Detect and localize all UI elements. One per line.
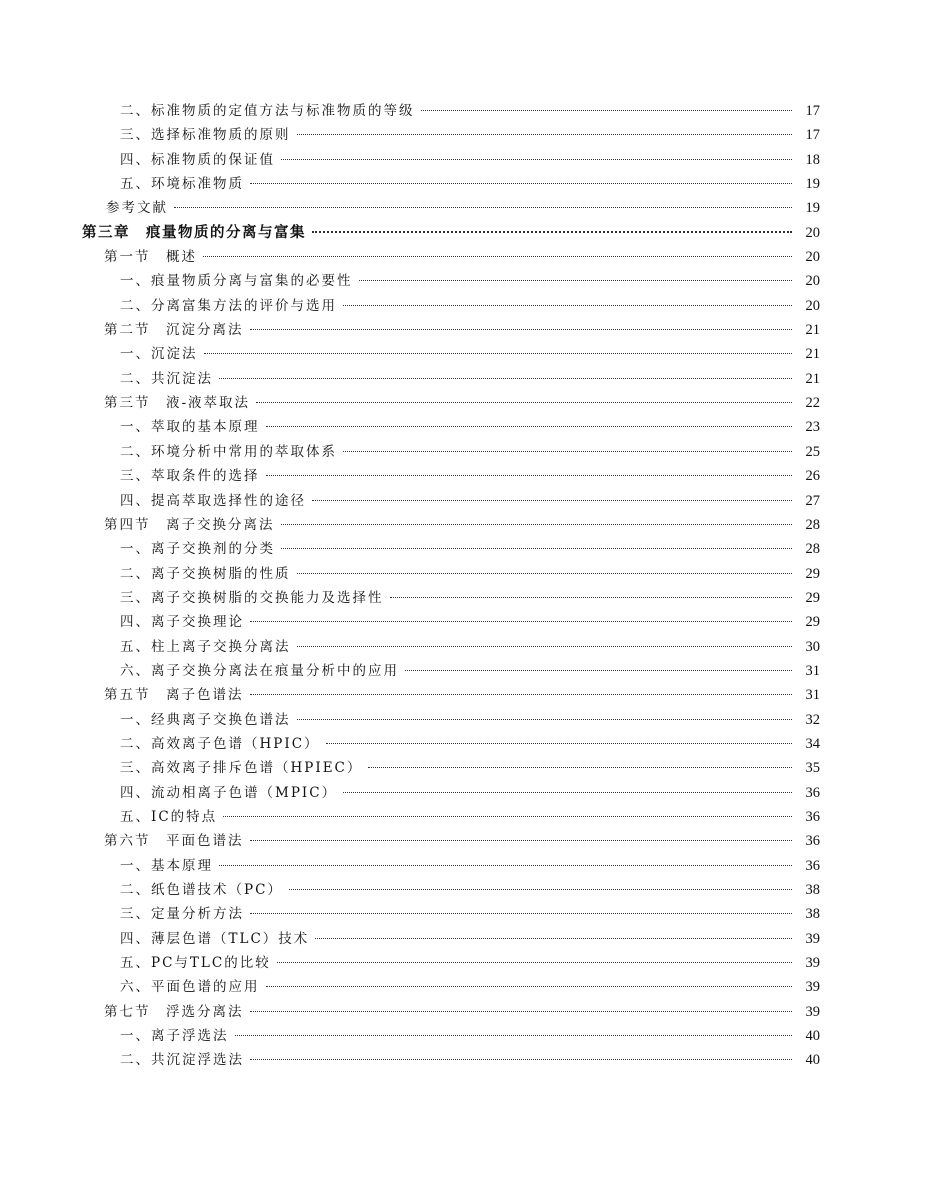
- dot-leader: [312, 499, 792, 501]
- dot-leader: [368, 766, 792, 768]
- toc-entry-title: 五、PC与TLC的比较: [120, 955, 271, 972]
- toc-entry-title: 二、高效离子色谱（HPIC）: [120, 735, 320, 752]
- toc-subsection-entry: [0, 148, 950, 172]
- toc-entry-title: 三、萃取条件的选择: [120, 468, 260, 485]
- dot-leader: [235, 1034, 793, 1036]
- dot-leader: [421, 109, 793, 111]
- toc-entry-page-number: 20: [805, 273, 820, 290]
- toc-entry-page-number: 28: [805, 516, 820, 533]
- toc-entry-title: 一、沉淀法: [120, 346, 198, 363]
- toc-entry-page-number: 31: [805, 662, 820, 679]
- toc-subsection-entry: [0, 878, 950, 902]
- dot-leader: [250, 182, 792, 184]
- toc-subsection-entry: [0, 1048, 950, 1072]
- toc-entry-page-number: 39: [805, 930, 820, 947]
- toc-subsection-entry: [0, 659, 950, 683]
- dot-leader: [343, 450, 792, 452]
- toc-entry-title: 第二节 沉淀分离法: [104, 322, 244, 339]
- toc-entry-page-number: 27: [805, 492, 820, 509]
- toc-entry-page-number: 20: [805, 224, 820, 241]
- toc-subsection-entry: [0, 123, 950, 147]
- toc-subsection-entry: [0, 781, 950, 805]
- toc-subsection-entry: [0, 610, 950, 634]
- toc-entry-title: 三、离子交换树脂的交换能力及选择性: [120, 589, 384, 606]
- dot-leader: [343, 791, 792, 793]
- dot-leader: [281, 547, 792, 549]
- toc-entry-title: 二、共沉淀浮选法: [120, 1052, 244, 1069]
- toc-subsection-entry: [0, 367, 950, 391]
- toc-subsection-entry: [0, 756, 950, 780]
- dot-leader: [266, 425, 793, 427]
- toc-entry-title: 一、经典离子交换色谱法: [120, 711, 291, 728]
- toc-entry-page-number: 39: [805, 1003, 820, 1020]
- dot-leader: [281, 523, 793, 525]
- toc-entry-title: 第三节 液-液萃取法: [104, 395, 251, 412]
- dot-leader: [266, 474, 793, 476]
- toc-entry-title: 二、标准物质的定值方法与标准物质的等级: [120, 103, 415, 119]
- dot-leader: [203, 255, 792, 257]
- toc-entry-title: 四、标准物质的保证值: [120, 151, 275, 168]
- dot-leader: [219, 377, 792, 379]
- toc-subsection-entry: [0, 854, 950, 878]
- toc-entry-title: 第三章 痕量物质的分离与富集: [82, 223, 306, 241]
- toc-subsection-entry: [0, 537, 950, 561]
- toc-entry-title: 一、萃取的基本原理: [120, 419, 260, 436]
- toc-subsection-entry: [0, 269, 950, 293]
- toc-entry-title: 三、选择标准物质的原则: [120, 127, 291, 144]
- toc-entry-page-number: 26: [805, 468, 820, 485]
- toc-subsection-entry: [0, 562, 950, 586]
- toc-entry-page-number: 23: [805, 419, 820, 436]
- dot-leader: [219, 864, 792, 866]
- toc-entry-page-number: 36: [805, 784, 820, 801]
- toc-entry-title: 二、分离富集方法的评价与选用: [120, 297, 337, 314]
- toc-entry-page-number: 39: [805, 955, 820, 972]
- toc-entry-page-number: 36: [805, 808, 820, 825]
- toc-subsection-entry: [0, 586, 950, 610]
- toc-subsection-entry: [0, 951, 950, 975]
- toc-entry-title: 第一节 概述: [104, 249, 197, 266]
- toc-chapter-entry: [0, 221, 950, 245]
- toc-entry-title: 一、基本原理: [120, 857, 213, 874]
- toc-subsection-entry: [0, 902, 950, 926]
- toc-entry-title: 四、离子交换理论: [120, 614, 244, 631]
- dot-leader: [250, 1058, 792, 1060]
- toc-section-entry: [0, 318, 950, 342]
- toc-entry-page-number: 40: [805, 1028, 820, 1045]
- toc-entry-title: 一、离子浮选法: [120, 1028, 229, 1045]
- dot-leader: [250, 839, 793, 841]
- toc-entry-page-number: 19: [805, 176, 820, 193]
- dot-leader: [277, 961, 792, 963]
- dot-leader: [250, 1010, 793, 1012]
- toc-entry-title: 二、离子交换树脂的性质: [120, 565, 291, 582]
- toc-entry-title: 五、环境标准物质: [120, 176, 244, 193]
- dot-leader: [250, 328, 793, 330]
- dot-leader: [250, 912, 792, 914]
- toc-entry-page-number: 34: [805, 735, 820, 752]
- toc-entry-title: 二、共沉淀法: [120, 370, 213, 387]
- toc-entry-title: 三、定量分析方法: [120, 906, 244, 923]
- toc-entry-title: 第五节 离子色谱法: [104, 687, 244, 704]
- toc-entry-title: 六、平面色谱的应用: [120, 979, 260, 996]
- toc-entry-page-number: 20: [805, 249, 820, 266]
- toc-subsection-entry: [0, 294, 950, 318]
- dot-leader: [312, 230, 792, 233]
- toc-entry-title: 二、纸色谱技术（PC）: [120, 882, 283, 898]
- toc-entry-page-number: 18: [805, 151, 820, 168]
- toc-entry-title: 五、IC的特点: [120, 808, 218, 825]
- toc-entry-page-number: 30: [805, 638, 820, 655]
- toc-entry-page-number: 21: [805, 346, 820, 363]
- dot-leader: [359, 279, 793, 281]
- toc-entry-title: 第四节 离子交换分离法: [104, 516, 275, 533]
- toc-entry-title: 第七节 浮选分离法: [104, 1003, 244, 1020]
- toc-section-entry: [0, 683, 950, 707]
- toc-entry-title: 四、薄层色谱（TLC）技术: [120, 930, 310, 947]
- toc-entry-page-number: 38: [805, 906, 820, 923]
- toc-entry-title: 二、环境分析中常用的萃取体系: [120, 443, 337, 460]
- dot-leader: [256, 401, 792, 403]
- toc-subsection-entry: [0, 708, 950, 732]
- dot-leader: [250, 693, 793, 695]
- toc-subsection-entry: [0, 489, 950, 513]
- toc-subsection-entry: [0, 342, 950, 366]
- toc-subsection-entry: [0, 732, 950, 756]
- dot-leader: [297, 645, 793, 647]
- toc-entry-page-number: 38: [805, 882, 820, 898]
- toc-entry-title: 第六节 平面色谱法: [104, 833, 244, 850]
- toc-entry-page-number: 29: [805, 565, 820, 582]
- toc-subsection-entry: [0, 464, 950, 488]
- toc-entry-page-number: 29: [805, 589, 820, 606]
- table-of-contents: [0, 99, 950, 1073]
- toc-entry-page-number: 36: [805, 833, 820, 850]
- dot-leader: [405, 669, 792, 671]
- toc-subsection-entry: [0, 1024, 950, 1048]
- dot-leader: [390, 596, 793, 598]
- toc-entry-page-number: 36: [805, 857, 820, 874]
- toc-entry-page-number: 17: [805, 127, 820, 144]
- toc-entry-page-number: 35: [805, 760, 820, 777]
- toc-subsection-entry: [0, 975, 950, 999]
- toc-entry-page-number: 31: [805, 687, 820, 704]
- toc-subsection-entry: [0, 805, 950, 829]
- toc-entry-title: 参考文献: [106, 200, 168, 217]
- toc-entry-page-number: 29: [805, 614, 820, 631]
- dot-leader: [289, 888, 792, 890]
- dot-leader: [174, 206, 792, 208]
- dot-leader: [326, 742, 792, 744]
- dot-leader: [281, 158, 792, 160]
- toc-section-entry: [0, 829, 950, 853]
- toc-entry-page-number: 21: [805, 370, 820, 387]
- toc-entry-page-number: 28: [805, 541, 820, 558]
- toc-entry-title: 一、痕量物质分离与富集的必要性: [120, 273, 353, 290]
- toc-entry-page-number: 20: [805, 297, 820, 314]
- toc-subsection-entry: [0, 927, 950, 951]
- toc-section-entry: [0, 513, 950, 537]
- toc-section-entry: [0, 196, 950, 220]
- toc-entry-page-number: 21: [805, 322, 820, 339]
- toc-entry-title: 四、提高萃取选择性的途径: [120, 492, 306, 509]
- toc-entry-title: 一、离子交换剂的分类: [120, 541, 275, 558]
- toc-entry-page-number: 39: [805, 979, 820, 996]
- dot-leader: [204, 352, 793, 354]
- toc-entry-title: 五、柱上离子交换分离法: [120, 638, 291, 655]
- toc-subsection-entry: [0, 415, 950, 439]
- toc-entry-page-number: 32: [805, 711, 820, 728]
- toc-entry-page-number: 40: [805, 1052, 820, 1069]
- toc-section-entry: [0, 391, 950, 415]
- dot-leader: [250, 620, 792, 622]
- toc-entry-page-number: 17: [805, 103, 820, 119]
- toc-entry-title: 四、流动相离子色谱（MPIC）: [120, 784, 338, 801]
- toc-section-entry: [0, 1000, 950, 1024]
- toc-entry-page-number: 19: [805, 200, 820, 217]
- dot-leader: [297, 133, 793, 135]
- toc-subsection-entry: [0, 635, 950, 659]
- toc-entry-page-number: 22: [805, 395, 820, 412]
- dot-leader: [223, 815, 792, 817]
- dot-leader: [315, 937, 792, 939]
- toc-subsection-entry: [0, 99, 950, 123]
- dot-leader: [297, 572, 793, 574]
- dot-leader: [343, 304, 792, 306]
- toc-section-entry: [0, 245, 950, 269]
- toc-entry-page-number: 25: [805, 443, 820, 460]
- dot-leader: [297, 718, 793, 720]
- toc-entry-title: 三、高效离子排斥色谱（HPIEC）: [120, 760, 363, 777]
- toc-subsection-entry: [0, 440, 950, 464]
- toc-subsection-entry: [0, 172, 950, 196]
- dot-leader: [266, 985, 793, 987]
- toc-entry-title: 六、离子交换分离法在痕量分析中的应用: [120, 662, 399, 679]
